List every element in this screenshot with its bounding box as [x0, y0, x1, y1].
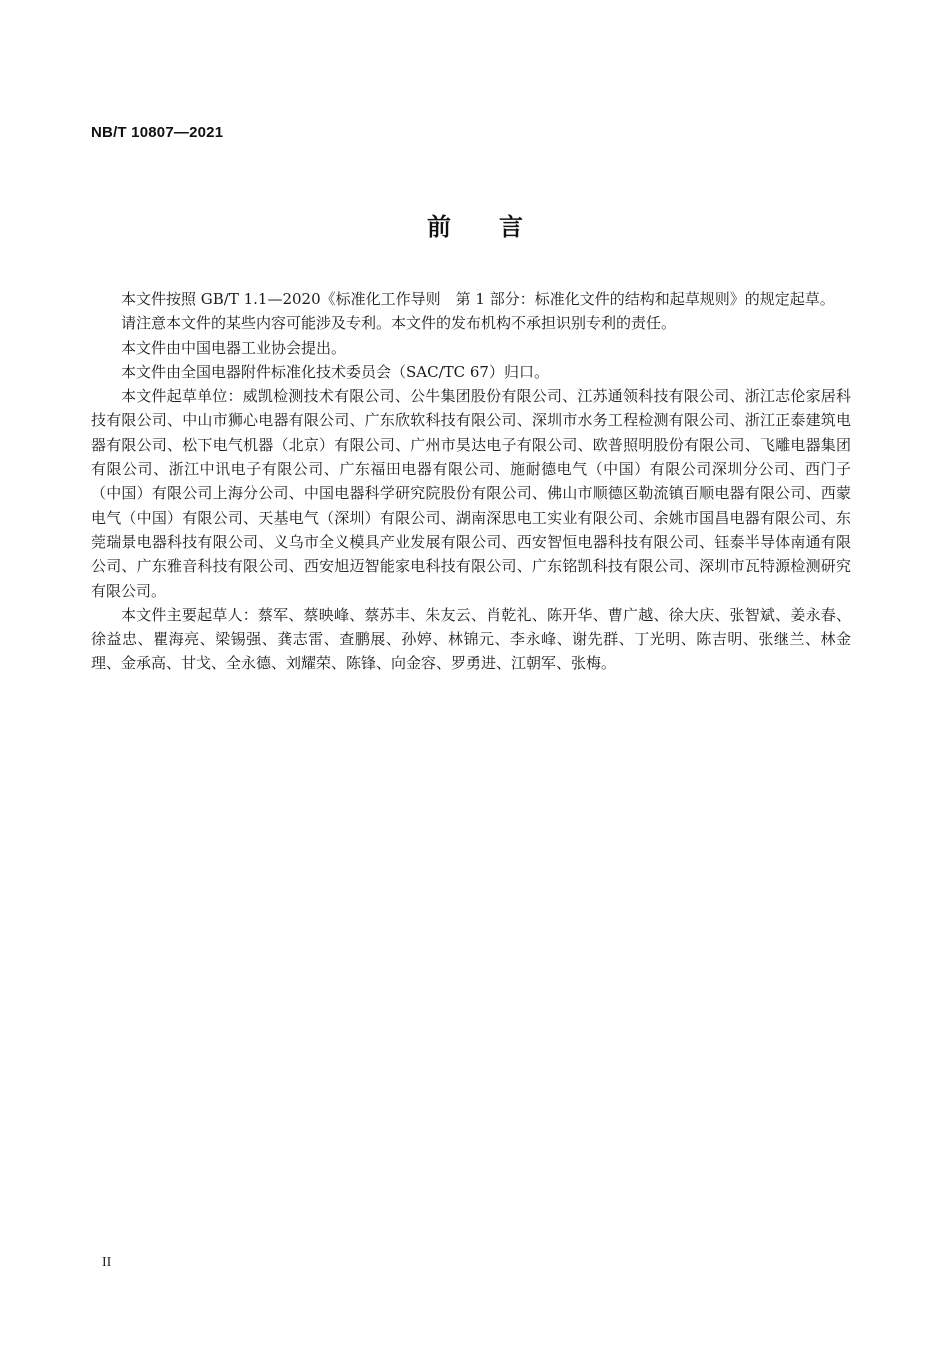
page-number: II — [102, 1255, 112, 1270]
paragraph-drafting-rules: 本文件按照 GB/T 1.1—2020《标准化工作导则 第 1 部分：标准化文件的结构和起草规则》的规定起草。 — [121, 290, 835, 308]
page-title: 前言 — [427, 213, 571, 241]
document-code: NB/T 10807—2021 — [91, 124, 224, 141]
paragraph-proposer: 本文件由中国电器工业协会提出。 — [121, 338, 347, 357]
paragraph-committee: 本文件由全国电器附件标准化技术委员会（SAC/TC 67）归口。 — [121, 362, 549, 381]
foreword-body — [91, 287, 851, 676]
paragraph-drafters: 本文件主要起草人：蔡军、蔡映峰、蔡苏丰、朱友云、肖乾礼、陈开华、曹广越、徐大庆、张智斌、姜永春、徐益忠、瞿海亮、梁锡强、龚志雷、查鹏展、孙婷、林锦元、李永峰、谢先群、丁光明、陈吉明、张继兰、林金理、金承高、甘戈、全永德、刘耀荣、陈锋、向金容、罗勇进、江朝军、张梅。 — [91, 605, 851, 673]
paragraph-patent-notice: 请注意本文件的某些内容可能涉及专利。本文件的发布机构不承担识别专利的责任。 — [121, 314, 677, 333]
paragraph-drafting-units: 本文件起草单位：威凯检测技术有限公司、公牛集团股份有限公司、江苏通领科技有限公司、浙江志伦家居科技有限公司、中山市狮心电器有限公司、广东欣软科技有限公司、深圳市水务工程检测有限公司、浙江正泰建筑电器有限公司、松下电气机器（北京）有限公司、广州市昊达电子有限公司、欧普照明股份有限公司、飞雕电器集团有限公司、浙江中讯电子有限公司、广东福田电器有限公司、施耐德电气（中国）有限公司深圳分公司、西门子（中国）有限公司上海分公司、中国电器科学研究院股份有限公司、佛山市顺德区勒流镇百顺电器有限公司、西蒙电气（中国）有限公司、天基电气（深圳）有限公司、湖南深思电工实业有限公司、余姚市国昌电器有限公司、东莞瑞景电器科技有限公司、义乌市全义模具产业发展有限公司、西安智恒电器科技有限公司、钰泰半导体南通有限公司、广东雅音科技有限公司、西安旭迈智能家电科技有限公司、广东铭凯科技有限公司、深圳市瓦特源检测研究有限公司。 — [91, 387, 851, 600]
